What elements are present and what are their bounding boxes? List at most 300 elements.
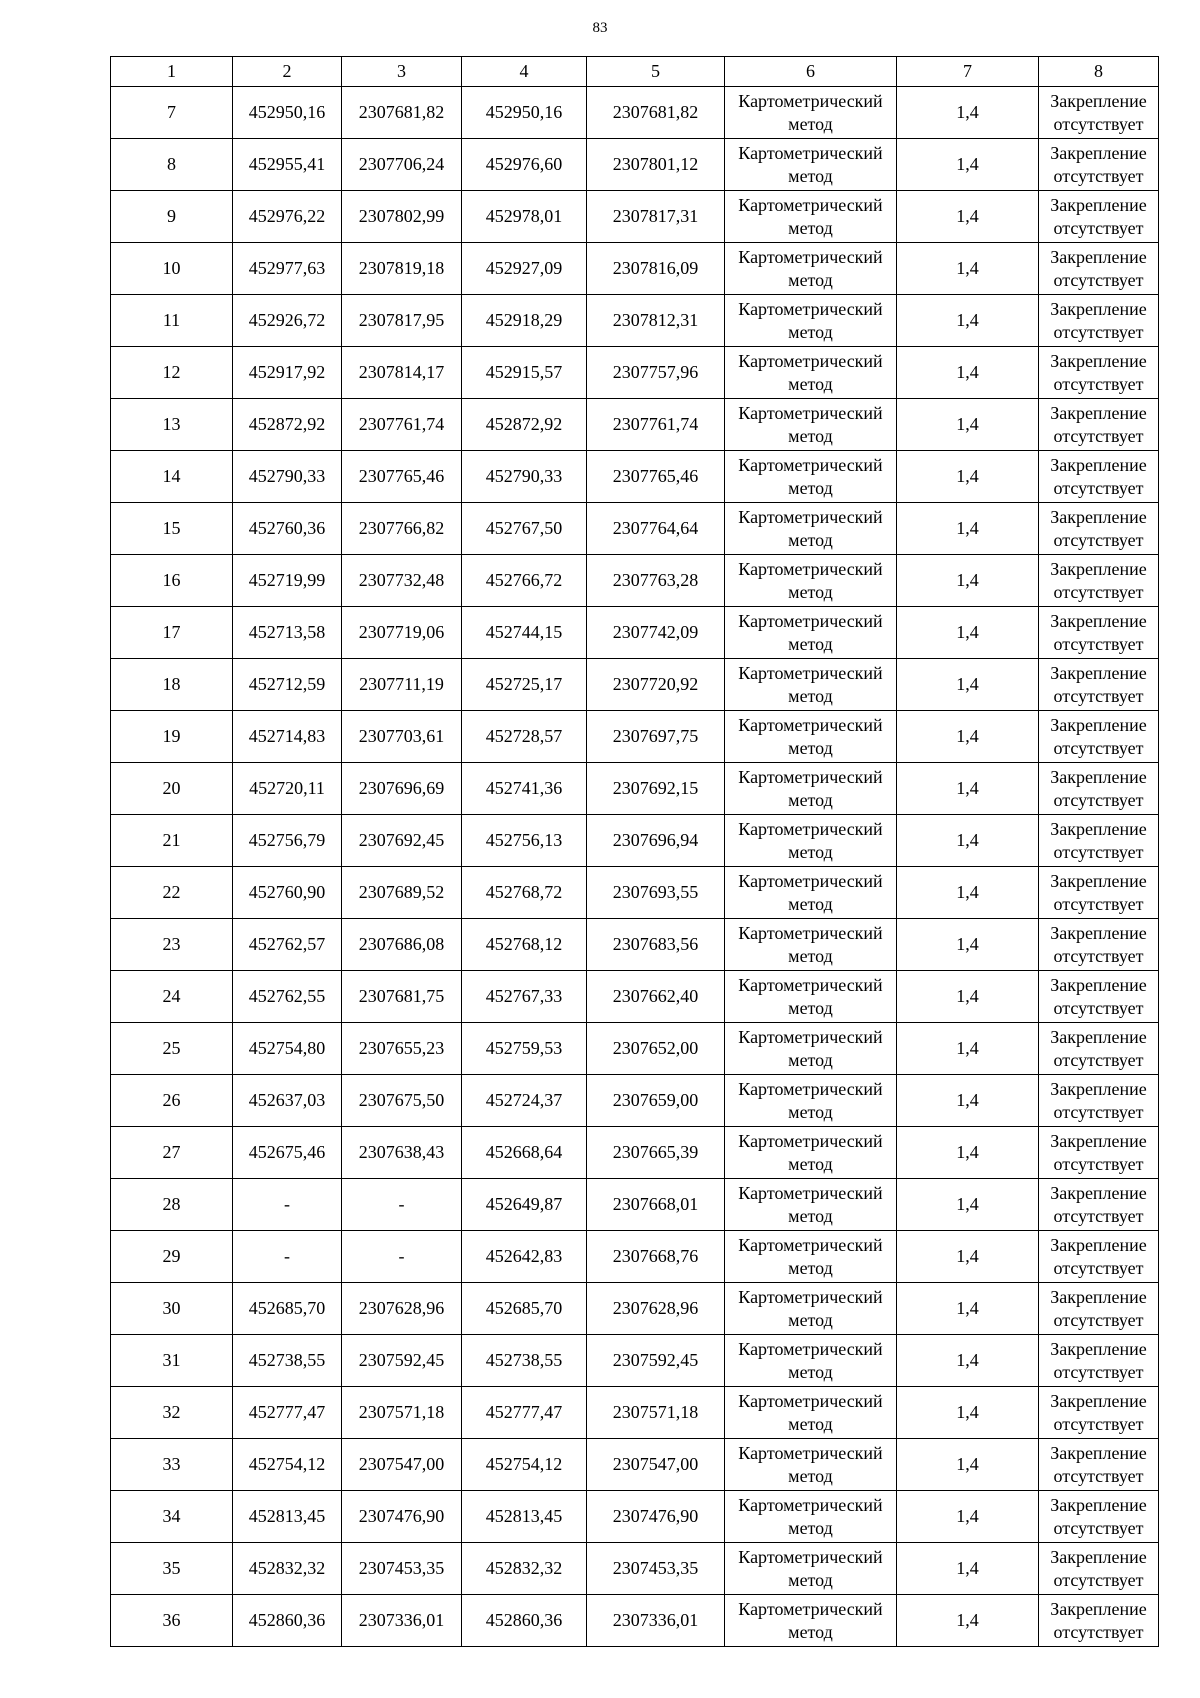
method-line-2: метод: [788, 1049, 833, 1070]
table-row: [111, 1335, 1159, 1387]
accuracy-cell: 1,4: [897, 1543, 1039, 1595]
method-line-2: метод: [788, 945, 833, 966]
accuracy-cell: 1,4: [897, 919, 1039, 971]
fixation-line-1: Закрепление: [1050, 402, 1147, 423]
point-number-cell: 29: [111, 1231, 233, 1283]
point-number-cell: 31: [111, 1335, 233, 1387]
accuracy-cell: 1,4: [897, 1231, 1039, 1283]
table-row: [111, 971, 1159, 1023]
method-line-2: метод: [788, 1413, 833, 1434]
method-line-1: Картометрический: [738, 506, 883, 527]
old-y-cell: -: [342, 1179, 462, 1231]
new-x-cell: 452768,12: [462, 919, 587, 971]
method-line-1: Картометрический: [738, 350, 883, 371]
method-cell: [725, 451, 897, 503]
new-x-cell: 452918,29: [462, 295, 587, 347]
point-number-cell: 7: [111, 87, 233, 139]
fixation-line-2: отсутствует: [1053, 165, 1144, 186]
method-line-2: метод: [788, 425, 833, 446]
coordinates-table: [110, 56, 1159, 1647]
method-line-1: Картометрический: [738, 818, 883, 839]
old-y-cell: 2307336,01: [342, 1595, 462, 1647]
accuracy-cell: 1,4: [897, 1439, 1039, 1491]
method-line-1: Картометрический: [738, 558, 883, 579]
new-y-cell: 2307757,96: [587, 347, 725, 399]
new-x-cell: 452978,01: [462, 191, 587, 243]
fixation-line-2: отсутствует: [1053, 997, 1144, 1018]
fixation-cell: [1039, 867, 1159, 919]
fixation-cell: [1039, 1491, 1159, 1543]
point-number-cell: 12: [111, 347, 233, 399]
fixation-cell: [1039, 451, 1159, 503]
fixation-line-1: Закрепление: [1050, 610, 1147, 631]
fixation-line-1: Закрепление: [1050, 922, 1147, 943]
table-row: [111, 87, 1159, 139]
table-body: [111, 57, 1159, 1647]
fixation-line-2: отсутствует: [1053, 945, 1144, 966]
old-x-cell: 452720,11: [233, 763, 342, 815]
point-number-cell: 17: [111, 607, 233, 659]
old-x-cell: 452685,70: [233, 1283, 342, 1335]
method-line-1: Картометрический: [738, 246, 883, 267]
old-y-cell: 2307766,82: [342, 503, 462, 555]
method-line-1: Картометрический: [738, 1286, 883, 1307]
new-y-cell: 2307571,18: [587, 1387, 725, 1439]
old-x-cell: 452713,58: [233, 607, 342, 659]
method-line-2: метод: [788, 1309, 833, 1330]
fixation-cell: [1039, 243, 1159, 295]
method-line-1: Картометрический: [738, 1390, 883, 1411]
method-line-2: метод: [788, 789, 833, 810]
point-number-cell: 26: [111, 1075, 233, 1127]
old-x-cell: 452714,83: [233, 711, 342, 763]
new-x-cell: 452767,33: [462, 971, 587, 1023]
fixation-line-2: отсутствует: [1053, 1361, 1144, 1382]
new-y-cell: 2307665,39: [587, 1127, 725, 1179]
table-row: [111, 451, 1159, 503]
method-line-2: метод: [788, 1205, 833, 1226]
method-cell: [725, 1439, 897, 1491]
fixation-line-1: Закрепление: [1050, 1286, 1147, 1307]
method-cell: [725, 1387, 897, 1439]
point-number-cell: 27: [111, 1127, 233, 1179]
table-row: [111, 347, 1159, 399]
new-x-cell: 452766,72: [462, 555, 587, 607]
old-x-cell: 452719,99: [233, 555, 342, 607]
method-cell: [725, 139, 897, 191]
new-x-cell: 452741,36: [462, 763, 587, 815]
new-y-cell: 2307683,56: [587, 919, 725, 971]
old-x-cell: 452760,36: [233, 503, 342, 555]
old-y-cell: 2307681,82: [342, 87, 462, 139]
point-number-cell: 14: [111, 451, 233, 503]
new-y-cell: 2307652,00: [587, 1023, 725, 1075]
table-row: [111, 399, 1159, 451]
old-x-cell: 452754,80: [233, 1023, 342, 1075]
old-y-cell: 2307802,99: [342, 191, 462, 243]
method-line-1: Картометрический: [738, 1338, 883, 1359]
point-number-cell: 13: [111, 399, 233, 451]
table-row: [111, 139, 1159, 191]
accuracy-cell: 1,4: [897, 399, 1039, 451]
old-x-cell: 452762,57: [233, 919, 342, 971]
old-y-cell: 2307476,90: [342, 1491, 462, 1543]
old-x-cell: 452926,72: [233, 295, 342, 347]
method-line-1: Картометрический: [738, 454, 883, 475]
fixation-cell: [1039, 1127, 1159, 1179]
method-cell: [725, 555, 897, 607]
new-y-cell: 2307742,09: [587, 607, 725, 659]
old-x-cell: 452777,47: [233, 1387, 342, 1439]
table-row: [111, 503, 1159, 555]
accuracy-cell: 1,4: [897, 867, 1039, 919]
table-row: [111, 1231, 1159, 1283]
method-cell: [725, 295, 897, 347]
point-number-cell: 30: [111, 1283, 233, 1335]
method-line-1: Картометрический: [738, 1234, 883, 1255]
new-y-cell: 2307696,94: [587, 815, 725, 867]
fixation-line-2: отсутствует: [1053, 1621, 1144, 1642]
new-x-cell: 452738,55: [462, 1335, 587, 1387]
point-number-cell: 18: [111, 659, 233, 711]
point-number-cell: 15: [111, 503, 233, 555]
old-x-cell: 452738,55: [233, 1335, 342, 1387]
fixation-line-1: Закрепление: [1050, 1182, 1147, 1203]
old-y-cell: 2307675,50: [342, 1075, 462, 1127]
old-y-cell: 2307719,06: [342, 607, 462, 659]
method-line-2: метод: [788, 581, 833, 602]
new-x-cell: 452832,32: [462, 1543, 587, 1595]
method-line-2: метод: [788, 321, 833, 342]
fixation-cell: [1039, 763, 1159, 815]
point-number-cell: 20: [111, 763, 233, 815]
table-row: [111, 1387, 1159, 1439]
fixation-line-1: Закрепление: [1050, 870, 1147, 891]
method-line-1: Картометрический: [738, 714, 883, 735]
fixation-cell: [1039, 711, 1159, 763]
old-x-cell: 452872,92: [233, 399, 342, 451]
fixation-cell: [1039, 971, 1159, 1023]
new-y-cell: 2307693,55: [587, 867, 725, 919]
new-x-cell: 452927,09: [462, 243, 587, 295]
old-x-cell: 452955,41: [233, 139, 342, 191]
method-cell: [725, 867, 897, 919]
method-line-2: метод: [788, 1153, 833, 1174]
old-y-cell: 2307692,45: [342, 815, 462, 867]
fixation-line-1: Закрепление: [1050, 766, 1147, 787]
table-row: [111, 659, 1159, 711]
old-x-cell: 452675,46: [233, 1127, 342, 1179]
new-y-cell: 2307720,92: [587, 659, 725, 711]
fixation-cell: [1039, 1543, 1159, 1595]
point-number-cell: 19: [111, 711, 233, 763]
fixation-line-1: Закрепление: [1050, 558, 1147, 579]
new-y-cell: 2307476,90: [587, 1491, 725, 1543]
method-line-2: метод: [788, 373, 833, 394]
new-y-cell: 2307681,82: [587, 87, 725, 139]
method-cell: [725, 1023, 897, 1075]
method-line-1: Картометрический: [738, 1598, 883, 1619]
table-row: [111, 295, 1159, 347]
fixation-line-1: Закрепление: [1050, 974, 1147, 995]
new-y-cell: 2307801,12: [587, 139, 725, 191]
fixation-cell: [1039, 1023, 1159, 1075]
method-line-1: Картометрический: [738, 298, 883, 319]
old-y-cell: 2307592,45: [342, 1335, 462, 1387]
table-row: [111, 815, 1159, 867]
method-cell: [725, 399, 897, 451]
old-x-cell: 452760,90: [233, 867, 342, 919]
new-y-cell: 2307763,28: [587, 555, 725, 607]
fixation-cell: [1039, 1595, 1159, 1647]
method-cell: [725, 815, 897, 867]
fixation-line-2: отсутствует: [1053, 1049, 1144, 1070]
fixation-line-1: Закрепление: [1050, 1338, 1147, 1359]
new-x-cell: 452790,33: [462, 451, 587, 503]
method-cell: [725, 971, 897, 1023]
new-y-cell: 2307592,45: [587, 1335, 725, 1387]
accuracy-cell: 1,4: [897, 243, 1039, 295]
point-number-cell: 34: [111, 1491, 233, 1543]
accuracy-cell: 1,4: [897, 295, 1039, 347]
column-header: 6: [725, 57, 897, 87]
fixation-line-1: Закрепление: [1050, 1390, 1147, 1411]
old-y-cell: 2307571,18: [342, 1387, 462, 1439]
method-cell: [725, 1127, 897, 1179]
new-y-cell: 2307817,31: [587, 191, 725, 243]
new-x-cell: 452813,45: [462, 1491, 587, 1543]
table-row: [111, 1179, 1159, 1231]
fixation-line-2: отсутствует: [1053, 373, 1144, 394]
page-number: 83: [592, 20, 608, 36]
fixation-line-2: отсутствует: [1053, 685, 1144, 706]
fixation-cell: [1039, 139, 1159, 191]
new-y-cell: 2307765,46: [587, 451, 725, 503]
fixation-cell: [1039, 815, 1159, 867]
column-header: 8: [1039, 57, 1159, 87]
accuracy-cell: 1,4: [897, 555, 1039, 607]
method-line-2: метод: [788, 1361, 833, 1382]
method-line-2: метод: [788, 1517, 833, 1538]
method-line-2: метод: [788, 893, 833, 914]
fixation-cell: [1039, 347, 1159, 399]
new-y-cell: 2307662,40: [587, 971, 725, 1023]
fixation-line-2: отсутствует: [1053, 633, 1144, 654]
old-y-cell: 2307817,95: [342, 295, 462, 347]
method-line-2: метод: [788, 165, 833, 186]
point-number-cell: 9: [111, 191, 233, 243]
old-x-cell: 452762,55: [233, 971, 342, 1023]
fixation-line-2: отсутствует: [1053, 217, 1144, 238]
method-line-1: Картометрический: [738, 870, 883, 891]
fixation-cell: [1039, 1335, 1159, 1387]
fixation-line-1: Закрепление: [1050, 1026, 1147, 1047]
accuracy-cell: 1,4: [897, 1283, 1039, 1335]
old-y-cell: 2307765,46: [342, 451, 462, 503]
accuracy-cell: 1,4: [897, 451, 1039, 503]
old-y-cell: 2307761,74: [342, 399, 462, 451]
fixation-line-2: отсутствует: [1053, 1413, 1144, 1434]
method-line-1: Картометрический: [738, 1546, 883, 1567]
method-line-2: метод: [788, 685, 833, 706]
method-line-2: метод: [788, 1569, 833, 1590]
fixation-cell: [1039, 1179, 1159, 1231]
accuracy-cell: 1,4: [897, 711, 1039, 763]
fixation-line-2: отсутствует: [1053, 477, 1144, 498]
point-number-cell: 21: [111, 815, 233, 867]
new-y-cell: 2307336,01: [587, 1595, 725, 1647]
accuracy-cell: 1,4: [897, 1387, 1039, 1439]
new-x-cell: 452768,72: [462, 867, 587, 919]
table-row: [111, 1491, 1159, 1543]
new-y-cell: 2307761,74: [587, 399, 725, 451]
fixation-line-2: отсутствует: [1053, 1205, 1144, 1226]
old-y-cell: 2307547,00: [342, 1439, 462, 1491]
method-line-1: Картометрический: [738, 402, 883, 423]
point-number-cell: 22: [111, 867, 233, 919]
fixation-cell: [1039, 295, 1159, 347]
old-y-cell: 2307453,35: [342, 1543, 462, 1595]
accuracy-cell: 1,4: [897, 1127, 1039, 1179]
old-x-cell: 452950,16: [233, 87, 342, 139]
column-header: 4: [462, 57, 587, 87]
method-cell: [725, 1179, 897, 1231]
old-x-cell: 452976,22: [233, 191, 342, 243]
new-x-cell: 452759,53: [462, 1023, 587, 1075]
method-cell: [725, 1283, 897, 1335]
new-y-cell: 2307547,00: [587, 1439, 725, 1491]
new-x-cell: 452724,37: [462, 1075, 587, 1127]
new-x-cell: 452950,16: [462, 87, 587, 139]
accuracy-cell: 1,4: [897, 1335, 1039, 1387]
fixation-cell: [1039, 1075, 1159, 1127]
fixation-line-2: отсутствует: [1053, 1153, 1144, 1174]
fixation-cell: [1039, 1439, 1159, 1491]
method-cell: [725, 243, 897, 295]
old-y-cell: 2307703,61: [342, 711, 462, 763]
fixation-cell: [1039, 1387, 1159, 1439]
new-x-cell: 452668,64: [462, 1127, 587, 1179]
method-line-1: Картометрический: [738, 610, 883, 631]
table-row: [111, 191, 1159, 243]
point-number-cell: 35: [111, 1543, 233, 1595]
new-y-cell: 2307697,75: [587, 711, 725, 763]
method-cell: [725, 1231, 897, 1283]
new-x-cell: 452915,57: [462, 347, 587, 399]
old-y-cell: 2307706,24: [342, 139, 462, 191]
old-y-cell: -: [342, 1231, 462, 1283]
method-cell: [725, 711, 897, 763]
point-number-cell: 8: [111, 139, 233, 191]
fixation-cell: [1039, 1231, 1159, 1283]
fixation-cell: [1039, 659, 1159, 711]
old-y-cell: 2307819,18: [342, 243, 462, 295]
accuracy-cell: 1,4: [897, 971, 1039, 1023]
fixation-cell: [1039, 191, 1159, 243]
new-y-cell: 2307668,76: [587, 1231, 725, 1283]
column-header: 5: [587, 57, 725, 87]
method-cell: [725, 607, 897, 659]
table-row: [111, 1023, 1159, 1075]
fixation-line-1: Закрепление: [1050, 350, 1147, 371]
method-line-2: метод: [788, 477, 833, 498]
old-y-cell: 2307689,52: [342, 867, 462, 919]
fixation-cell: [1039, 87, 1159, 139]
method-cell: [725, 1335, 897, 1387]
old-x-cell: 452756,79: [233, 815, 342, 867]
fixation-line-1: Закрепление: [1050, 1234, 1147, 1255]
method-line-2: метод: [788, 1621, 833, 1642]
accuracy-cell: 1,4: [897, 659, 1039, 711]
fixation-line-1: Закрепление: [1050, 714, 1147, 735]
method-line-2: метод: [788, 269, 833, 290]
accuracy-cell: 1,4: [897, 763, 1039, 815]
accuracy-cell: 1,4: [897, 503, 1039, 555]
fixation-line-1: Закрепление: [1050, 1546, 1147, 1567]
fixation-line-1: Закрепление: [1050, 818, 1147, 839]
fixation-line-2: отсутствует: [1053, 113, 1144, 134]
method-cell: [725, 1543, 897, 1595]
old-y-cell: 2307686,08: [342, 919, 462, 971]
column-header: 7: [897, 57, 1039, 87]
point-number-cell: 36: [111, 1595, 233, 1647]
accuracy-cell: 1,4: [897, 1595, 1039, 1647]
point-number-cell: 16: [111, 555, 233, 607]
fixation-cell: [1039, 1283, 1159, 1335]
table-row: [111, 243, 1159, 295]
method-line-2: метод: [788, 1101, 833, 1122]
accuracy-cell: 1,4: [897, 607, 1039, 659]
accuracy-cell: 1,4: [897, 1179, 1039, 1231]
column-number-row: [111, 57, 1159, 87]
method-line-1: Картометрический: [738, 922, 883, 943]
fixation-line-2: отсутствует: [1053, 737, 1144, 758]
fixation-cell: [1039, 399, 1159, 451]
new-y-cell: 2307453,35: [587, 1543, 725, 1595]
method-line-2: метод: [788, 1465, 833, 1486]
method-line-2: метод: [788, 633, 833, 654]
column-header: 3: [342, 57, 462, 87]
method-line-2: метод: [788, 1257, 833, 1278]
fixation-line-2: отсутствует: [1053, 581, 1144, 602]
method-cell: [725, 1075, 897, 1127]
method-line-1: Картометрический: [738, 1182, 883, 1203]
method-line-2: метод: [788, 841, 833, 862]
new-y-cell: 2307764,64: [587, 503, 725, 555]
method-line-1: Картометрический: [738, 1078, 883, 1099]
method-line-1: Картометрический: [738, 1494, 883, 1515]
old-x-cell: 452712,59: [233, 659, 342, 711]
old-x-cell: -: [233, 1179, 342, 1231]
fixation-line-2: отсутствует: [1053, 1309, 1144, 1330]
fixation-line-2: отсутствует: [1053, 425, 1144, 446]
fixation-line-2: отсутствует: [1053, 841, 1144, 862]
fixation-cell: [1039, 919, 1159, 971]
method-line-1: Картометрический: [738, 142, 883, 163]
new-x-cell: 452685,70: [462, 1283, 587, 1335]
new-x-cell: 452754,12: [462, 1439, 587, 1491]
fixation-line-2: отсутствует: [1053, 1569, 1144, 1590]
fixation-line-1: Закрепление: [1050, 1130, 1147, 1151]
old-y-cell: 2307638,43: [342, 1127, 462, 1179]
table-row: [111, 1543, 1159, 1595]
fixation-line-2: отсутствует: [1053, 269, 1144, 290]
fixation-line-1: Закрепление: [1050, 454, 1147, 475]
fixation-line-1: Закрепление: [1050, 662, 1147, 683]
method-cell: [725, 347, 897, 399]
accuracy-cell: 1,4: [897, 1491, 1039, 1543]
point-number-cell: 32: [111, 1387, 233, 1439]
